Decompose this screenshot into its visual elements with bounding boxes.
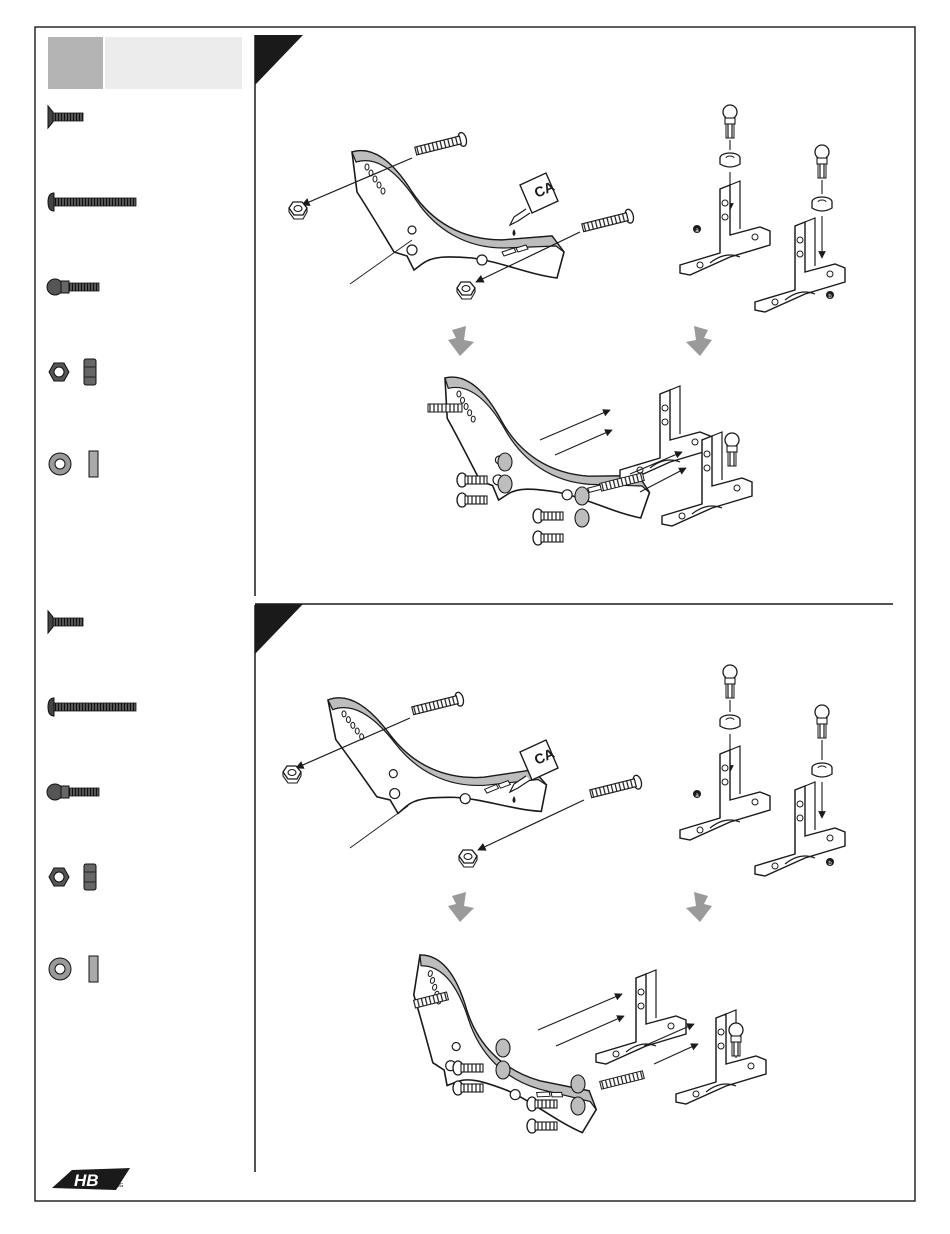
step-bottom-illustration: [283, 665, 845, 1135]
button-head-screw-icon: [48, 193, 136, 211]
callout-a: a: [695, 228, 699, 234]
lower-screw: [589, 774, 643, 800]
ball-stud: [729, 1023, 743, 1056]
down-arrow-icon: [686, 326, 712, 356]
flat-screw: [527, 1119, 557, 1133]
ball-stud: [723, 665, 737, 698]
step-title-box: [105, 37, 242, 89]
lock-nut: [289, 202, 307, 219]
flat-screw: [453, 1081, 483, 1095]
parts-list-top: [47, 106, 136, 477]
callout-b: b: [828, 861, 832, 867]
ca-label: CA: [531, 744, 557, 768]
spacer: [812, 197, 832, 211]
down-arrow-icon: [686, 892, 712, 922]
flat-screw: [533, 509, 563, 523]
step-corner-marker: [255, 35, 303, 85]
bracket-b-assembly: [676, 1010, 766, 1104]
flat-screw: [533, 531, 563, 545]
spacer: [812, 763, 832, 777]
ball-stud-icon: [47, 279, 99, 295]
down-arrow-icon: [448, 892, 474, 922]
step-number-box: [48, 37, 103, 89]
callout-b: b: [828, 294, 832, 300]
spacer: [720, 715, 740, 729]
spacer: [720, 153, 740, 167]
hb-racing-logo: [52, 1168, 130, 1190]
lower-screw: [581, 208, 635, 234]
upper-screw: [411, 691, 465, 717]
lock-nut: [459, 850, 477, 867]
upper-screw: [414, 132, 468, 158]
ball-stud: [725, 433, 739, 466]
ball-stud: [815, 145, 829, 178]
page-frame: [35, 27, 915, 1201]
ball-stud: [723, 105, 737, 138]
ca-label: CA: [531, 177, 557, 201]
step-top-illustration: [289, 105, 845, 545]
lock-nut-icon: [49, 864, 96, 890]
lock-nut: [283, 766, 301, 783]
down-arrow-icon: [448, 326, 474, 356]
ball-stud-icon: [47, 784, 99, 800]
flat-head-screw-icon: [48, 106, 83, 128]
flat-screw: [457, 493, 487, 507]
washer-icon: [49, 956, 98, 982]
logo-text: HB: [74, 1171, 99, 1190]
button-head-screw-icon: [48, 698, 136, 716]
lock-nut-icon: [49, 359, 96, 385]
ca-glue-bottle: [510, 173, 558, 236]
logo-subtext: RACING: [104, 1183, 124, 1189]
step-corner-marker: [255, 604, 303, 654]
bracket-a-assembly: [620, 386, 710, 480]
washer-icon: [49, 451, 98, 477]
flat-head-screw-icon: [48, 611, 83, 633]
bracket-a-assembly: [596, 970, 686, 1064]
ball-stud: [815, 705, 829, 738]
parts-list-bottom: [47, 611, 136, 982]
leader-line: [350, 240, 412, 284]
lock-nut: [457, 282, 475, 299]
leader-line: [350, 806, 408, 848]
callout-a: a: [695, 793, 699, 799]
